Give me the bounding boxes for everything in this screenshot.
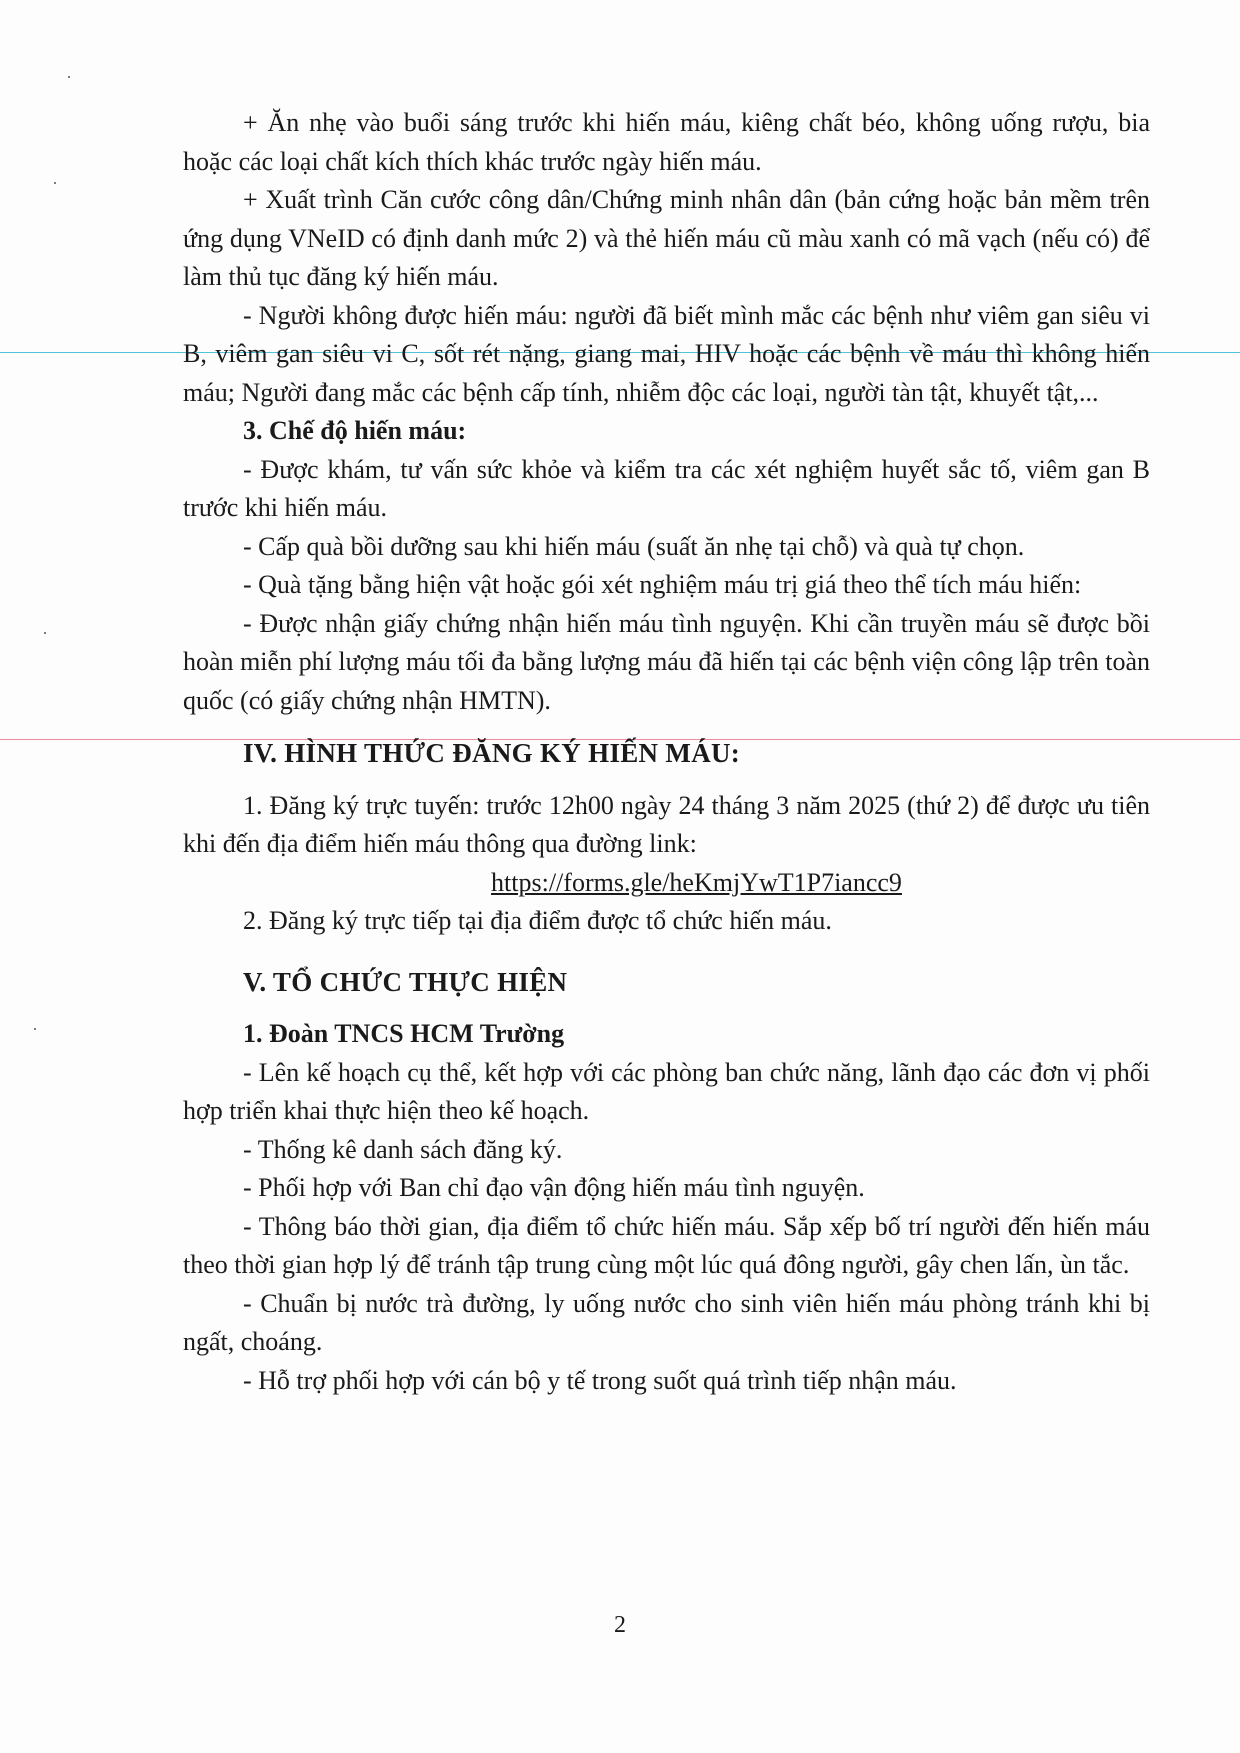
section-4-direct-registration: 2. Đăng ký trực tiếp tại địa điểm được tổ chức hiến máu. (243, 906, 832, 935)
section-5-item: - Hỗ trợ phối hợp với cán bộ y tế trong suốt quá trình tiếp nhận máu. (243, 1365, 957, 1395)
page-number: 2 (614, 1612, 626, 1638)
section-5-item: - Phối hợp với Ban chỉ đạo vận động hiến máu tình nguyện. (243, 1173, 865, 1202)
section-4-heading: IV. HÌNH THỨC ĐĂNG KÝ HIẾN MÁU: (243, 738, 741, 768)
section-5-item: - Lên kế hoạch cụ thể, kết hợp với các phòng ban chức năng, lãnh đạo các đơn vị phối hợp triển khai thực hiện theo kế hoạch. (183, 1057, 1150, 1125)
section-3-heading: 3. Chế độ hiến máu: (243, 416, 467, 445)
section-3-item: - Quà tặng bằng hiện vật hoặc gói xét nghiệm máu trị giá theo thể tích máu hiến: (243, 570, 1082, 599)
paragraph-ineligible-donors: - Người không được hiến máu: người đã biết mình mắc các bệnh như viêm gan siêu vi B, viêm gan siêu vi C, sốt rét nặng, giang mai, HIV hoặc các bệnh về máu thì không hiến máu; Người đang mắc các bệnh cấp tính, nhiễm độc các loại, người tàn tật, khuyết tật,... (183, 300, 1150, 407)
section-5-item: - Chuẩn bị nước trà đường, ly uống nước cho sinh viên hiến máu phòng tránh khi bị ngất, choáng. (183, 1288, 1150, 1356)
scan-speck (34, 1028, 36, 1030)
section-3-item: - Được nhận giấy chứng nhận hiến máu tình nguyện. Khi cần truyền máu sẽ được bồi hoàn miễn phí lượng máu tối đa bằng lượng máu đã hiến tại các bệnh viện công lập trên toàn quốc (có giấy chứng nhận HMTN). (183, 608, 1150, 715)
section-4-online-registration: 1. Đăng ký trực tuyến: trước 12h00 ngày 24 tháng 3 năm 2025 (thứ 2) để được ưu tiên khi đến địa điểm hiến máu thông qua đường link: (183, 790, 1150, 858)
section-5-heading: V. TỔ CHỨC THỰC HIỆN (243, 966, 568, 997)
section-5-item: - Thông báo thời gian, địa điểm tổ chức hiến máu. Sắp xếp bố trí người đến hiến máu theo thời gian hợp lý để tránh tập trung cùng một lúc quá đông người, gây chen lấn, ùn tắc. (183, 1211, 1150, 1279)
section-5-item: - Thống kê danh sách đăng ký. (243, 1134, 563, 1164)
section-3-item: - Được khám, tư vấn sức khỏe và kiểm tra các xét nghiệm huyết sắc tố, viêm gan B trước khi hiến máu. (183, 454, 1150, 522)
paragraph-id-documents: + Xuất trình Căn cước công dân/Chứng minh nhân dân (bản cứng hoặc bản mềm trên ứng dụng VNeID có định danh mức 2) và thẻ hiến máu cũ màu xanh có mã vạch (nếu có) để làm thủ tục đăng ký hiến máu. (183, 185, 1150, 291)
scan-speck (44, 632, 46, 634)
scan-speck (54, 182, 56, 184)
scan-speck (68, 76, 70, 78)
section-3-item: - Cấp quà bồi dưỡng sau khi hiến máu (suất ăn nhẹ tại chỗ) và quà tự chọn. (243, 531, 1025, 561)
registration-link[interactable]: https://forms.gle/heKmjYwT1P7iancc9 (491, 867, 902, 897)
registration-link-line (183, 864, 1150, 903)
paragraph-food-advice: + Ăn nhẹ vào buổi sáng trước khi hiến máu, kiêng chất béo, không uống rượu, bia hoặc các loại chất kích thích khác trước ngày hiến máu. (183, 108, 1150, 176)
section-5-subheading: 1. Đoàn TNCS HCM Trường (243, 1019, 565, 1048)
document-body (183, 104, 1150, 1400)
